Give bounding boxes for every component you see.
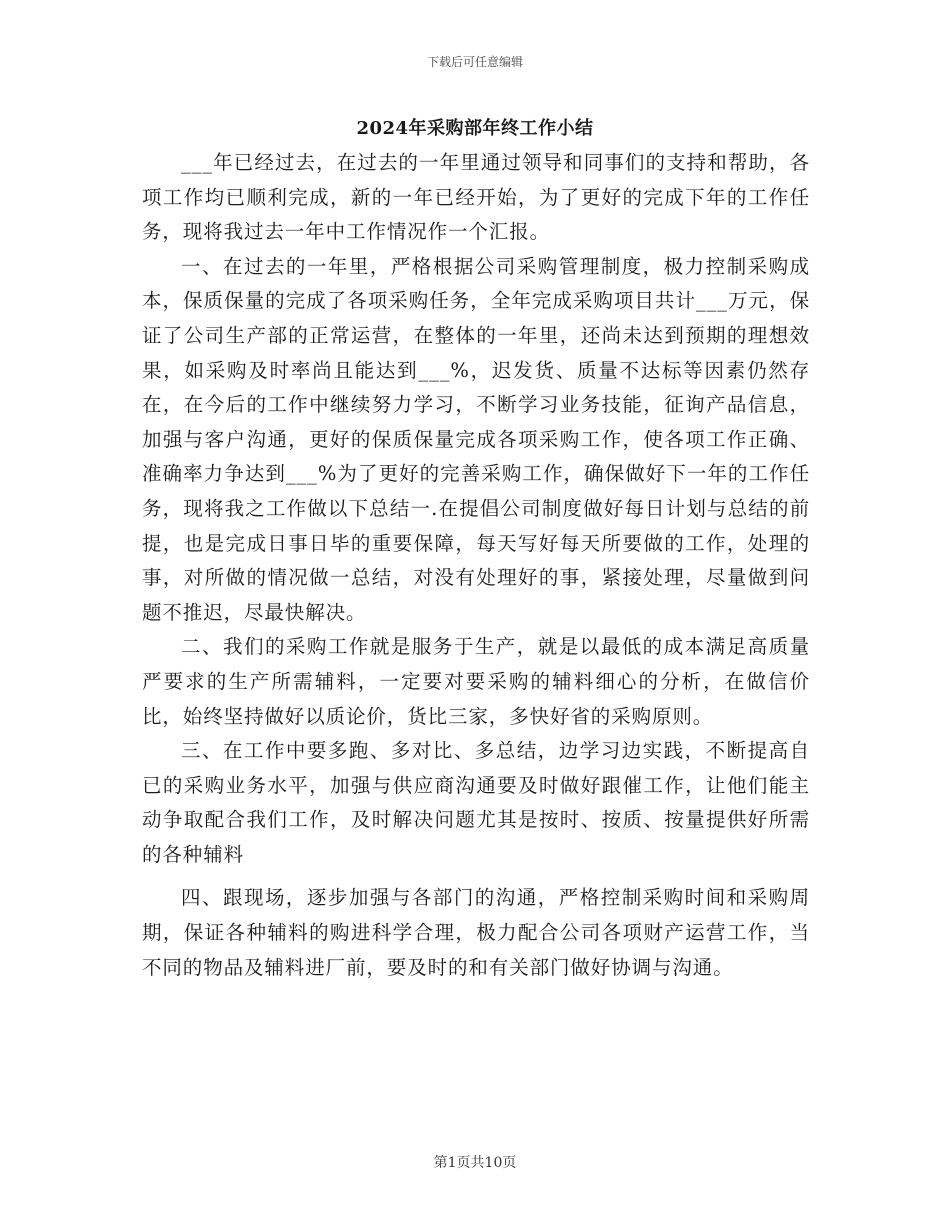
paragraph-section-4: 四、跟现场，逐步加强与各部门的沟通，严格控制采购时间和采购周期，保证各种辅料的购进科学合理，极力配合公司各项财产运营工作，当不同的物品及辅料进厂前，要及时的和有关部门做好协调与沟通。 [142, 886, 810, 979]
paragraph-intro: ___年已经过去，在过去的一年里通过领导和同事们的支持和帮助，各项工作均已顺利完成，新的一年已经开始，为了更好的完成下年的工作任务，现将我过去一年中工作情况作一个汇报。 [142, 151, 810, 244]
page-number: 第1页共10页 [433, 1155, 517, 1171]
document-body [142, 146, 810, 994]
document-title: 2024年采购部年终工作小结 [356, 118, 594, 139]
paragraph-section-3: 三、在工作中要多跑、多对比、多总结，边学习边实践，不断提高自已的采购业务水平，加强与供应商沟通要及时做好跟催工作，让他们能主动争取配合我们工作，及时解决问题尤其是按时、按质、按量提供好所需的各种辅料 [142, 739, 810, 866]
header-note: 下载后可任意编辑 [426, 55, 523, 69]
paragraph-section-2: 二、我们的采购工作就是服务于生产，就是以最低的成本满足高质量严要求的生产所需辅料，一定要对要采购的辅料细心的分析，在做信价比，始终坚持做好以质论价，货比三家，多快好省的采购原则。 [142, 635, 810, 728]
paragraph-section-1: 一、在过去的一年里，严格根据公司采购管理制度，极力控制采购成本，保质保量的完成了各项采购任务，全年完成采购项目共计___万元，保证了公司生产部的正常运营，在整体的一年里，还尚未达到预期的理想效果，如采购及时率尚且能达到___%，迟发货、质量不达标等因素仍然存在，在今后的工作中继续努力学习，不断学习业务技能，征询产品信息，加强与客户沟通，更好的保质保量完成各项采购工作，使各项工作正确、准确率力争达到___%为了更好的完善采购工作，确保做好下一年的工作任务，现将我之工作做以下总结一.在提倡公司制度做好每日计划与总结的前提，也是完成日事日毕的重要保障，每天写好每天所要做的工作，处理的事，对所做的情况做一总结，对没有处理好的事，紧接处理，尽量做到问题不推迟，尽最快解决。 [142, 254, 810, 624]
